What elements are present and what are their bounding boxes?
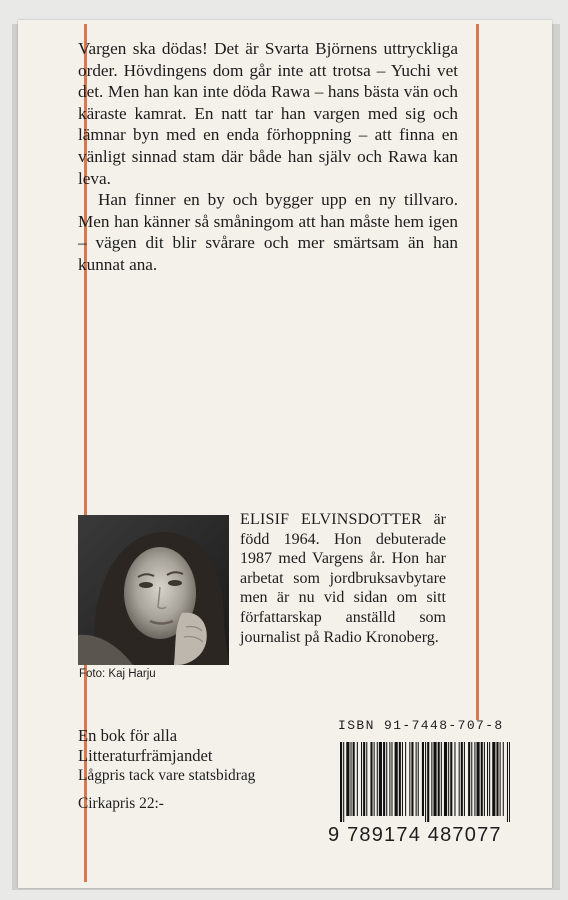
- barcode-bar: [395, 742, 398, 816]
- blurb-paragraph-2: Han finner en by och bygger upp en ny tillvaro. Men han känner så småningom att han måste hem igen – vägen dit blir svårare och mer smärtsam än han kunnat ana.: [78, 190, 458, 274]
- photo-credit: Foto: Kaj Harju: [79, 668, 156, 680]
- barcode-bar: [377, 742, 378, 816]
- barcode-bar: [487, 742, 488, 816]
- barcode-bar: [402, 742, 403, 816]
- author-portrait-image: [78, 515, 229, 665]
- barcode-bar: [418, 742, 419, 816]
- barcode-bar: [464, 742, 465, 816]
- barcode-bar: [366, 742, 367, 816]
- barcode-bar: [379, 742, 382, 816]
- barcode-bar: [357, 742, 358, 816]
- barcode-bar: [363, 742, 365, 816]
- barcode-bar: [433, 742, 436, 816]
- barcode-bar: [427, 742, 429, 822]
- right-accent-rule: [476, 24, 479, 720]
- barcode-bar: [454, 742, 455, 816]
- barcode-bar: [474, 742, 475, 816]
- barcode-bar: [343, 742, 344, 822]
- barcode-bar: [411, 742, 413, 816]
- barcode-bar: [422, 742, 424, 816]
- club-line-2: Litteraturfrämjandet: [78, 746, 213, 765]
- barcode-bar: [438, 742, 440, 816]
- author-bio-text: är född 1964. Hon debuterade 1987 med Vargens år. Hon har arbetat som jordbruksavbytare men är nu vid sidan om sitt författarskap anställd som journalist på Radio Kronoberg.: [240, 511, 446, 646]
- barcode-bar: [477, 742, 480, 816]
- author-name: ELISIF ELVINSDOTTER: [240, 511, 422, 528]
- barcode-bar: [409, 742, 410, 816]
- barcode-bar: [509, 742, 510, 822]
- barcode-bar: [503, 742, 504, 816]
- barcode-bar: [361, 742, 362, 816]
- barcode-bar: [405, 742, 406, 816]
- barcode-bar: [481, 742, 483, 816]
- barcode-bar: [370, 742, 372, 816]
- barcode-bar: [351, 742, 352, 816]
- barcode-bar: [468, 742, 470, 816]
- author-photo: [78, 515, 229, 665]
- club-line-1: En bok för alla: [78, 726, 178, 745]
- blurb-paragraph-1: Vargen ska dödas! Det är Svarta Björnens uttryckliga order. Hövdingens dom går inte att trotsa – Yuchi vet det. Men han kan inte döda Rawa – hans bästa vän och käraste kamrat. En natt tar han vargen med sig och lämnar byn med en enda förhoppning – att finna en vänligt sinnad stam där både han själv och Rawa kan leva.: [78, 39, 458, 188]
- club-line-3: Lågpris tack vare statsbidrag: [78, 767, 256, 784]
- publisher-info: [78, 726, 338, 814]
- barcode-bar: [444, 742, 447, 816]
- barcode-bar: [399, 742, 401, 816]
- barcode-bar: [374, 742, 375, 816]
- barcode-bar: [484, 742, 485, 816]
- barcode-bar: [416, 742, 417, 816]
- price-label: Cirkapris 22:-: [78, 795, 164, 812]
- barcode-bar: [450, 742, 452, 816]
- barcode-bar: [391, 742, 392, 816]
- barcode-bar: [386, 742, 387, 816]
- barcode-icon: [340, 742, 510, 822]
- barcode-bar: [507, 742, 508, 822]
- barcode-bar: [489, 742, 490, 816]
- barcode-bar: [431, 742, 432, 816]
- barcode-bar: [492, 742, 495, 816]
- barcode-bar: [346, 742, 349, 816]
- barcode-bar: [471, 742, 472, 816]
- barcode-bar: [340, 742, 342, 822]
- barcode-bar: [425, 742, 426, 822]
- barcode-bar: [448, 742, 449, 816]
- barcode-bar: [500, 742, 501, 816]
- back-cover-blurb: [78, 38, 458, 276]
- barcode-digits: 9 789174 487077: [328, 824, 502, 846]
- isbn-label: ISBN 91-7448-707-8: [338, 718, 504, 733]
- barcode-bar: [441, 742, 442, 816]
- barcode-bar: [496, 742, 498, 816]
- barcode-bar: [389, 742, 390, 816]
- barcode-bar: [353, 742, 355, 816]
- barcode-bar: [383, 742, 385, 816]
- barcode-bar: [461, 742, 463, 816]
- barcode-bar: [459, 742, 460, 816]
- author-bio: [240, 510, 446, 647]
